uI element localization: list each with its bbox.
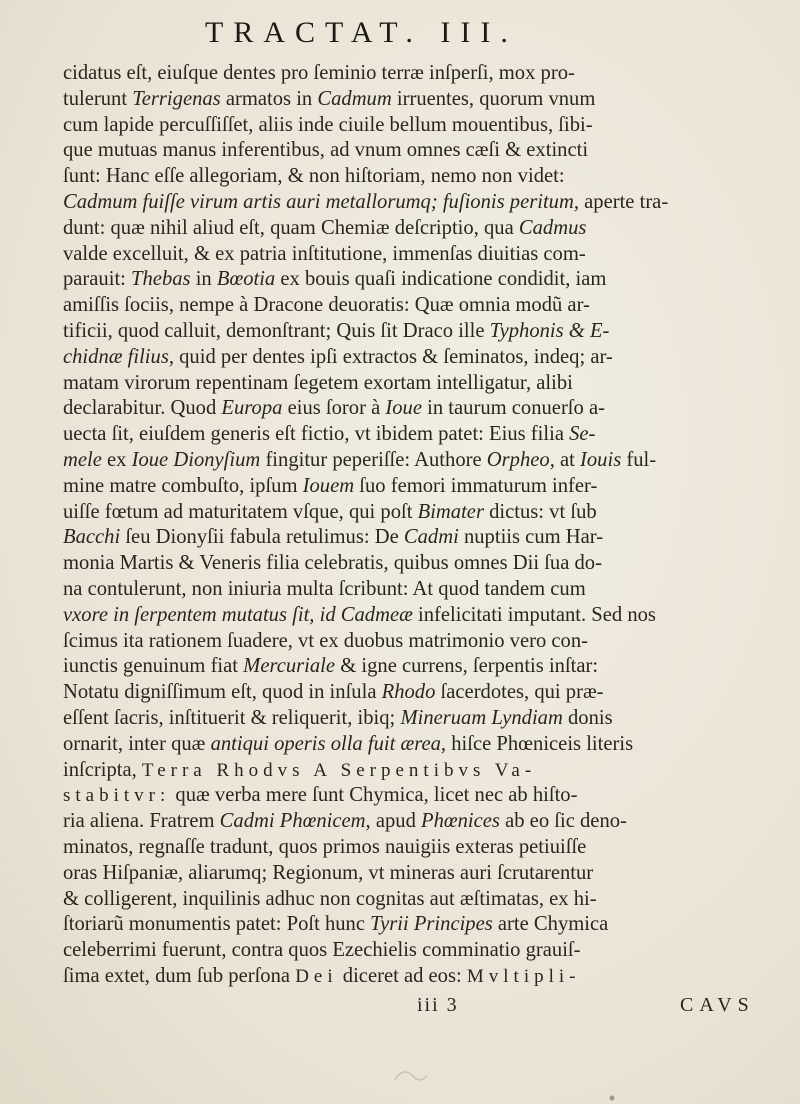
text-line [63,629,775,655]
text-line [63,87,775,113]
text-run: monia Martis & Veneris filia celebratis, quibus omnes Dii ſua do- [63,552,602,575]
small-caps-run: stabitvr: [63,785,171,807]
text-line [63,138,775,164]
text-run: ſcimus ita rationem ſuadere, vt ex duobus matrimonio vero con- [63,629,588,652]
text-line [63,706,775,732]
text-line [63,551,775,577]
running-head: TRACTAT. III. [205,16,518,49]
text-run: oras Hiſpaniæ, aliarumq; Regionum, vt mineras auri ſcrutarentur [63,861,594,884]
italic-run: mele [63,448,102,471]
text-run: dictus: vt ſub [483,500,597,523]
italic-run: vxore in ſerpentem mutatus ſit, id Cadmeæ [63,603,413,626]
text-line [63,500,775,526]
italic-run: Tyrii Principes [370,913,493,936]
italic-run: Iouis [580,448,622,471]
text-line [63,422,775,448]
text-run: ſtoriarũ monumentis patet: Poſt hunc [63,913,371,936]
small-caps-run: Dei [295,965,338,987]
text-line [63,758,775,784]
text-run: ornarit, inter quæ [63,732,211,755]
text-run: uiſſe fœtum ad maturitatem vſque, qui poſt [63,500,418,523]
italic-run: Thebas [131,268,191,291]
text-run: armatos in [220,87,318,110]
catchword: CAVS [680,994,755,1016]
page-foot [0,994,800,1020]
text-run: dunt: quæ nihil aliud eſt, quam Chemiæ deſcriptio, qua [63,216,519,239]
text-line [63,216,775,242]
text-run: cum lapide percuſſiſſet, aliis inde ciuile bellum mouentibus, ſibi- [63,113,593,136]
text-run: at [554,448,581,471]
italic-run: Cadmus [518,216,587,239]
text-run: na contulerunt, non iniuria multa ſcribunt: At quod tandem cum [63,577,586,600]
text-run: nuptiis cum Har- [458,526,604,549]
text-run: valde excelluit, & ex patria inſtitutione, immenſas diuitias com- [63,242,586,265]
text-run: tificii, quod calluit, demonſtrant; Quis ſit Draco ille [63,319,490,342]
text-line [63,783,775,809]
text-line [63,887,775,913]
text-run: uecta ſit, eiuſdem generis eſt fictio, vt ibidem patet: Eius filia [63,423,570,446]
text-run: matam virorum repentinam ſegetem exortam intelligatur, alibi [63,371,573,394]
text-line [63,267,775,293]
text-line [63,293,775,319]
text-run: eius ſoror à [282,397,386,420]
small-caps-run: Mvltipli- [466,965,581,987]
italic-run: Cadmum [317,87,392,110]
text-line [63,113,775,139]
text-run: ſima extet, dum ſub perſona [63,964,296,987]
text-line [63,371,775,397]
text-run: hiſce Phœniceis literis [446,732,634,755]
text-run: fingitur peperiſſe: Authore [260,448,487,471]
text-line [63,680,775,706]
text-run: in taurum conuerſo a- [421,397,605,420]
italic-run: Iouem [302,474,355,497]
text-run: ex bouis quaſi indicatione condidit, iam [275,268,607,291]
text-line [63,861,775,887]
text-line [63,577,775,603]
italic-run: Cadmum fuiſſe virum artis auri metallorumq; fuſionis peritum, [63,190,579,213]
text-line [63,345,775,371]
text-line [63,603,775,629]
text-run: in [190,268,217,291]
italic-run: Bacchi [63,526,121,549]
text-line [63,319,775,345]
text-run: ful- [621,448,657,471]
text-run: mine matre combuſto, ipſum [63,474,303,497]
text-run: ſunt: Hanc eſſe allegoriam, & non hiſtoriam, nemo non videt: [63,165,565,188]
text-line [63,242,775,268]
text-run: declarabitur. Quod [63,397,222,420]
text-run: ſeu Dionyſii fabula retulimus: De [120,526,404,549]
text-run: ſacerdotes, qui præ- [435,681,604,704]
text-line [63,654,775,680]
text-line [63,938,775,964]
text-run: que mutuas manus inferentibus, ad vnum omnes cæſi & extincti [63,139,589,162]
italic-run: chidnæ filius, [63,345,174,368]
text-run: ex [101,448,132,471]
text-line [63,396,775,422]
italic-run: Terrigenas [132,87,221,110]
text-line [63,61,775,87]
italic-run: Cadmi [403,526,459,549]
text-line [63,190,775,216]
text-run: Notatu digniſſimum eſt, quod in inſula [63,681,382,704]
text-run: quid per dentes ipſi extractos & ſeminatos, indeq; ar- [173,345,613,368]
text-run: parauit: [63,268,132,291]
text-line [63,809,775,835]
italic-run: Typhonis & E- [489,319,610,342]
signature-mark: iii 3 [417,994,459,1016]
text-run: aperte tra- [579,190,669,213]
text-run: ab eo ſic deno- [499,810,627,833]
text-line [63,732,775,758]
text-run: inſcripta, [63,758,142,781]
text-line [63,912,775,938]
text-line [63,525,775,551]
body-text [63,61,775,990]
italic-run: Bœotia [216,268,276,291]
text-line [63,835,775,861]
text-line [63,448,775,474]
text-run: eſſent ſacris, inſtituerit & reliquerit, ibiq; [63,706,401,729]
italic-run: Europa [221,397,283,420]
italic-run: Ioue Dionyſium [131,448,261,471]
italic-run: Ioue [385,397,422,420]
text-run: minatos, regnaſſe tradunt, quos primos nauigiis exteras petiuiſſe [63,835,587,858]
text-run: quæ verba mere ſunt Chymica, licet nec ab hiſto- [170,784,578,807]
text-run: donis [562,706,613,729]
text-run: iunctis genuinum fiat [63,655,244,678]
italic-run: Cadmi Phœnicem, [219,810,371,833]
text-run: ria aliena. Fratrem [63,810,220,833]
text-run: & colligerent, inquilinis adhuc non cognitas aut æſtimatas, ex hi- [63,887,597,910]
text-run: ſuo femori immaturum infer- [354,474,598,497]
text-line [63,164,775,190]
text-run: cidatus eſt, eiuſque dentes pro ſeminio terræ inſperſi, mox pro- [63,62,575,84]
text-line [63,474,775,500]
italic-run: Orpheo, [486,448,555,471]
text-run: diceret ad eos: [337,964,467,987]
text-run: & igne currens, ſerpentis inſtar: [335,655,599,678]
italic-run: Phœnices [421,810,500,833]
italic-run: Rhodo [381,681,436,704]
text-line [63,964,775,990]
text-run: arte Chymica [492,913,609,936]
italic-run: Mercuriale [243,655,336,678]
small-caps-run: Terra Rhodvs A Serpentibvs Va- [141,759,537,781]
text-run: infelicitati imputant. Sed nos [412,603,656,626]
text-run: tulerunt [63,87,133,110]
text-run: amiſſis ſociis, nempe à Dracone deuoratis: Quæ omnia modũ ar- [63,294,590,317]
italic-run: Bimater [417,500,484,523]
italic-run: Mineruam Lyndiam [400,706,563,729]
text-run: apud [370,810,422,833]
text-run: celeberrimi fuerunt, contra quos Ezechielis comminatio grauiſ- [63,939,581,962]
italic-run: antiqui operis olla fuit ærea, [210,732,447,755]
text-run: irruentes, quorum vnum [391,87,596,110]
italic-run: Se- [569,423,596,446]
